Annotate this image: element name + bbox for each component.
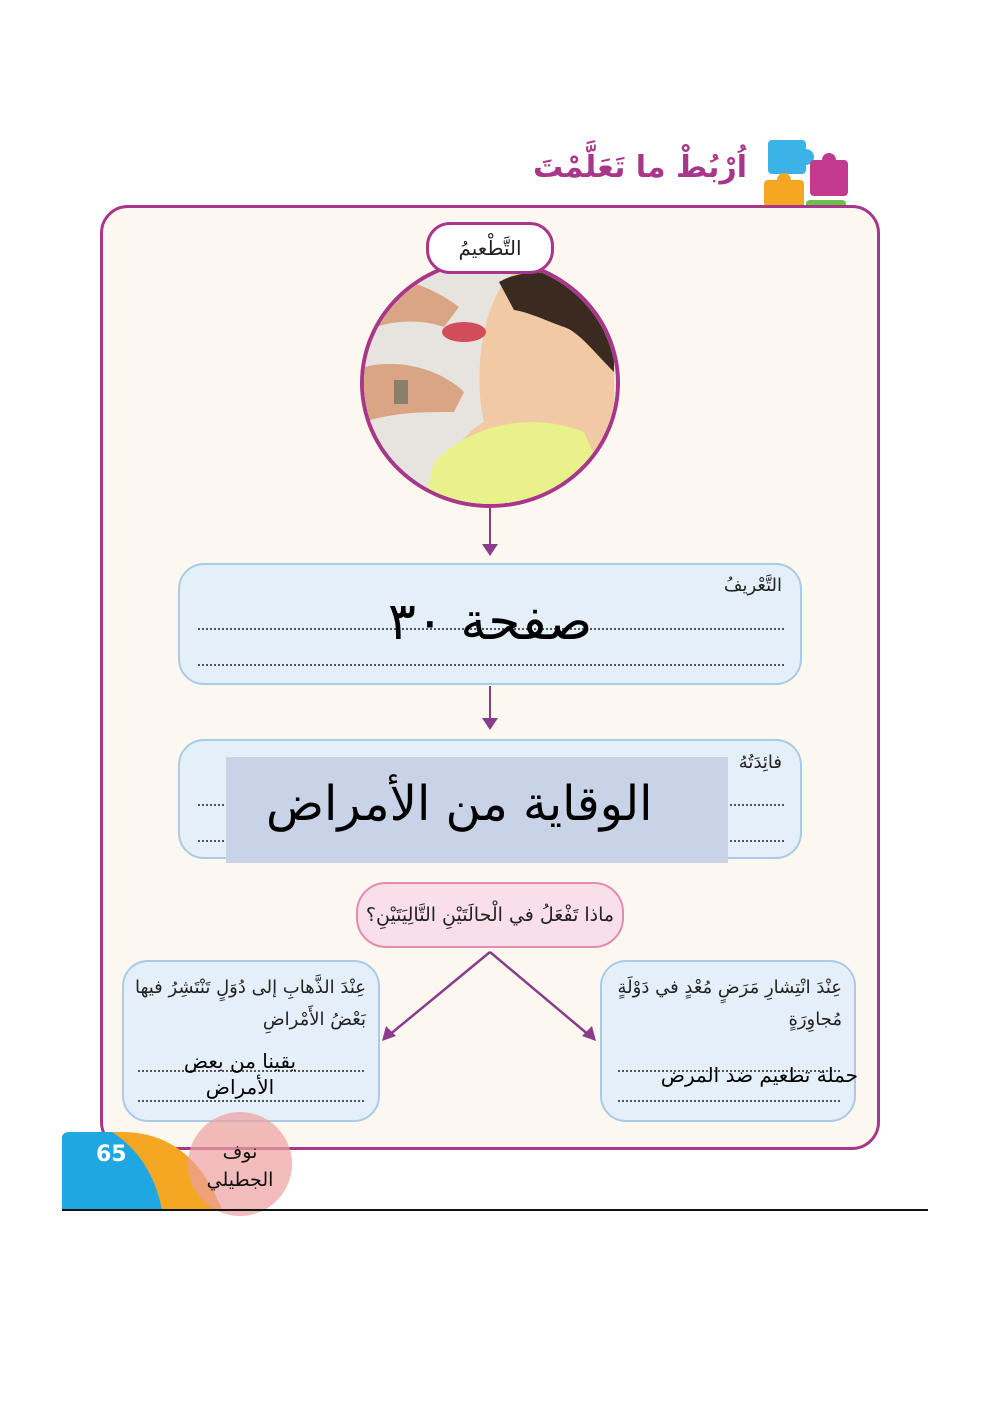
case-text: عِنْدَ انْتِشارِ مَرَضٍ مُعْدٍ في دَوْلَةٍ مُجاوِرَةٍ (617, 977, 842, 1030)
answer-line (618, 1100, 840, 1102)
footer-rule (62, 1209, 928, 1211)
definition-answer: صفحة ٣٠ (388, 592, 593, 652)
page-number: 65 (96, 1142, 127, 1167)
benefit-label: فائِدَتُهُ (738, 752, 782, 773)
definition-label: التَّعْريفُ (723, 575, 782, 596)
topic-label: التَّطْعيمُ (426, 222, 554, 274)
case-answer: حملة تطعيم ضد المرض (660, 1063, 858, 1087)
benefit-answer: الوقاية من الأمراض (266, 776, 653, 832)
arrow-head-icon (482, 544, 498, 556)
author-name: نوف الجطيلي (206, 1141, 274, 1191)
branch-arrows-icon (380, 948, 600, 1043)
answer-line (138, 1100, 364, 1102)
arrow-head-icon (482, 718, 498, 730)
answer-line (198, 664, 784, 666)
section-title: اُرْبُطْ ما تَعَلَّمْتَ (533, 150, 747, 185)
question-bubble: ماذا تَفْعَلُ في الْحالَتَيْنِ التَّالِيَتَيْنِ؟ (356, 882, 624, 948)
case-text: عِنْدَ الذَّهابِ إلى دُوَلٍ تَنْتَشِرُ فيها بَعْضُ الأَمْراضِ (134, 977, 366, 1030)
case-answer: يقينا من بعض الأمراض (183, 1049, 297, 1099)
vaccination-photo (360, 258, 620, 508)
